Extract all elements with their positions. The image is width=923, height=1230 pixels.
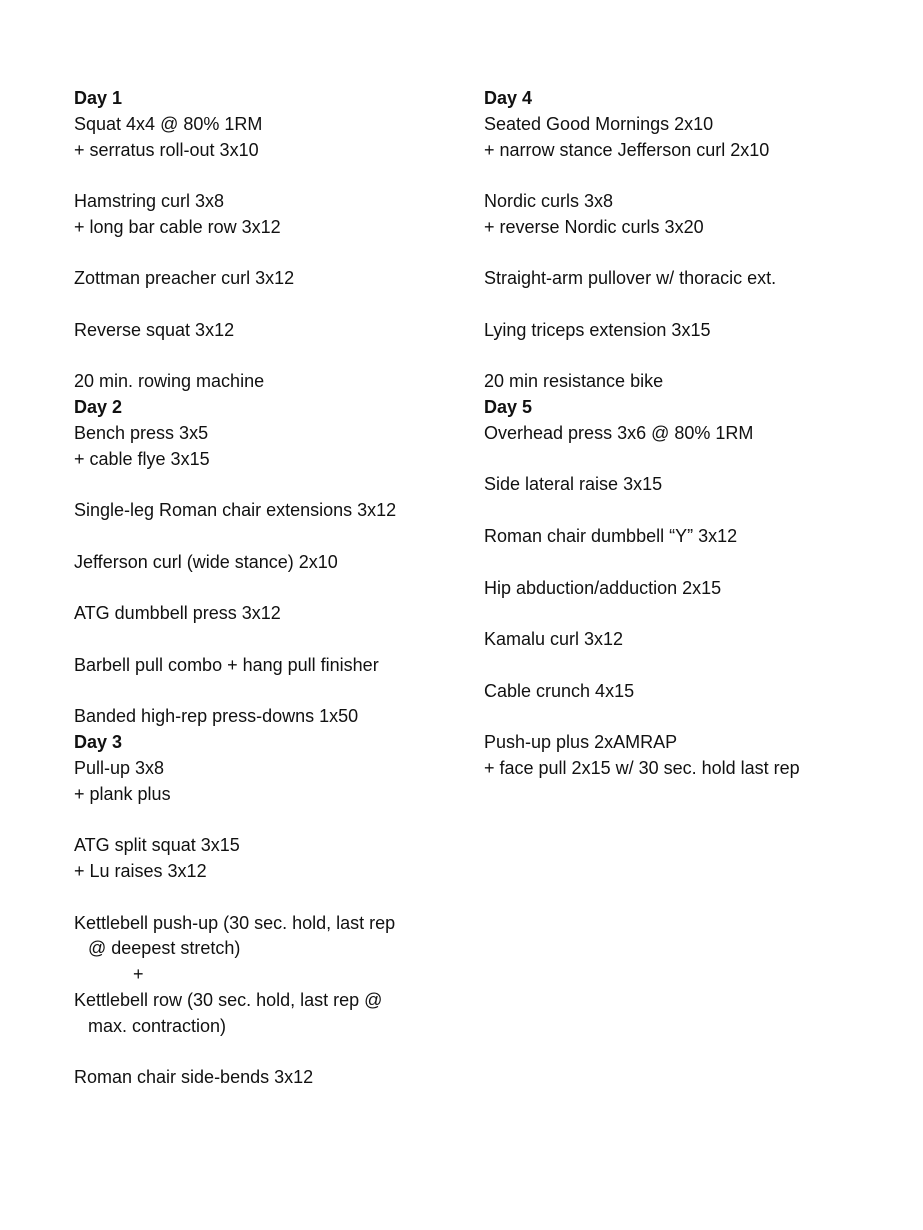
superset-plus: + — [133, 964, 144, 985]
blank-line — [74, 292, 474, 318]
exercise-line: Cable crunch 4x15 — [484, 680, 635, 701]
exercise-line: Nordic curls 3x8 — [484, 191, 614, 212]
blank-line — [74, 524, 474, 550]
exercise-line: Roman chair side-bends 3x12 — [74, 1067, 314, 1088]
exercise-line: Hip abduction/adduction 2x15 — [484, 577, 722, 598]
blank-line — [484, 601, 904, 627]
exercise-line: + long bar cable row 3x12 — [74, 216, 281, 237]
exercise-line: Kettlebell push-up (30 sec. hold, last rep — [74, 912, 396, 933]
blank-line — [74, 679, 474, 705]
blank-line — [74, 807, 474, 833]
blank-line — [74, 885, 474, 911]
blank-line — [74, 576, 474, 602]
exercise-line: Single-leg Roman chair extensions 3x12 — [74, 500, 397, 521]
blank-line — [484, 653, 904, 679]
exercise-line: Reverse squat 3x12 — [74, 319, 235, 340]
exercise-line: + plank plus — [74, 783, 171, 804]
exercise-line: Lying triceps extension 3x15 — [484, 319, 711, 340]
blank-line — [74, 241, 474, 267]
day-heading: Day 2 — [74, 397, 123, 418]
blank-line — [74, 344, 474, 370]
exercise-line: + reverse Nordic curls 3x20 — [484, 216, 704, 237]
exercise-line: Kamalu curl 3x12 — [484, 629, 624, 650]
exercise-line: + cable flye 3x15 — [74, 448, 210, 469]
exercise-line: 20 min resistance bike — [484, 371, 664, 392]
blank-line — [484, 498, 904, 524]
blank-line — [74, 627, 474, 653]
exercise-line: Bench press 3x5 — [74, 422, 209, 443]
day-heading: Day 4 — [484, 88, 533, 108]
exercise-line-continued: max. contraction) — [88, 1015, 227, 1036]
exercise-line: + face pull 2x15 w/ 30 sec. hold last rep — [484, 757, 800, 778]
exercise-line: 20 min. rowing machine — [74, 371, 265, 392]
exercise-line: ATG split squat 3x15 — [74, 835, 240, 856]
day-heading: Day 5 — [484, 397, 533, 418]
exercise-line: Zottman preacher curl 3x12 — [74, 268, 295, 289]
exercise-line: Banded high-rep press-downs 1x50 — [74, 706, 359, 727]
exercise-line: Jefferson curl (wide stance) 2x10 — [74, 551, 338, 572]
exercise-line: Seated Good Mornings 2x10 — [484, 113, 714, 134]
blank-line — [484, 292, 904, 318]
day-heading: Day 1 — [74, 88, 123, 108]
blank-line — [484, 344, 904, 370]
workout-column-right — [484, 86, 904, 782]
blank-line — [484, 163, 904, 189]
blank-line — [484, 241, 904, 267]
exercise-line: Kettlebell row (30 sec. hold, last rep @ — [74, 989, 383, 1010]
exercise-line: Roman chair dumbbell “Y” 3x12 — [484, 526, 738, 547]
exercise-line: Squat 4x4 @ 80% 1RM — [74, 113, 263, 134]
blank-line — [74, 1039, 474, 1065]
exercise-line: + Lu raises 3x12 — [74, 860, 207, 881]
blank-line — [484, 550, 904, 576]
exercise-line: ATG dumbbell press 3x12 — [74, 603, 281, 624]
blank-line — [74, 163, 474, 189]
exercise-line: Push-up plus 2xAMRAP — [484, 732, 678, 753]
exercise-line: + narrow stance Jefferson curl 2x10 — [484, 139, 770, 160]
exercise-line: Overhead press 3x6 @ 80% 1RM — [484, 422, 754, 443]
exercise-line-continued: @ deepest stretch) — [88, 938, 241, 959]
blank-line — [74, 472, 474, 498]
exercise-line: Straight-arm pullover w/ thoracic ext. — [484, 268, 777, 289]
exercise-line: Pull-up 3x8 — [74, 757, 165, 778]
blank-line — [484, 704, 904, 730]
exercise-line: Barbell pull combo + hang pull finisher — [74, 654, 379, 675]
exercise-line: + serratus roll-out 3x10 — [74, 139, 259, 160]
day-heading: Day 3 — [74, 732, 123, 753]
workout-column-left — [74, 86, 474, 1091]
blank-line — [484, 447, 904, 473]
exercise-line: Hamstring curl 3x8 — [74, 191, 225, 212]
exercise-line: Side lateral raise 3x15 — [484, 474, 663, 495]
